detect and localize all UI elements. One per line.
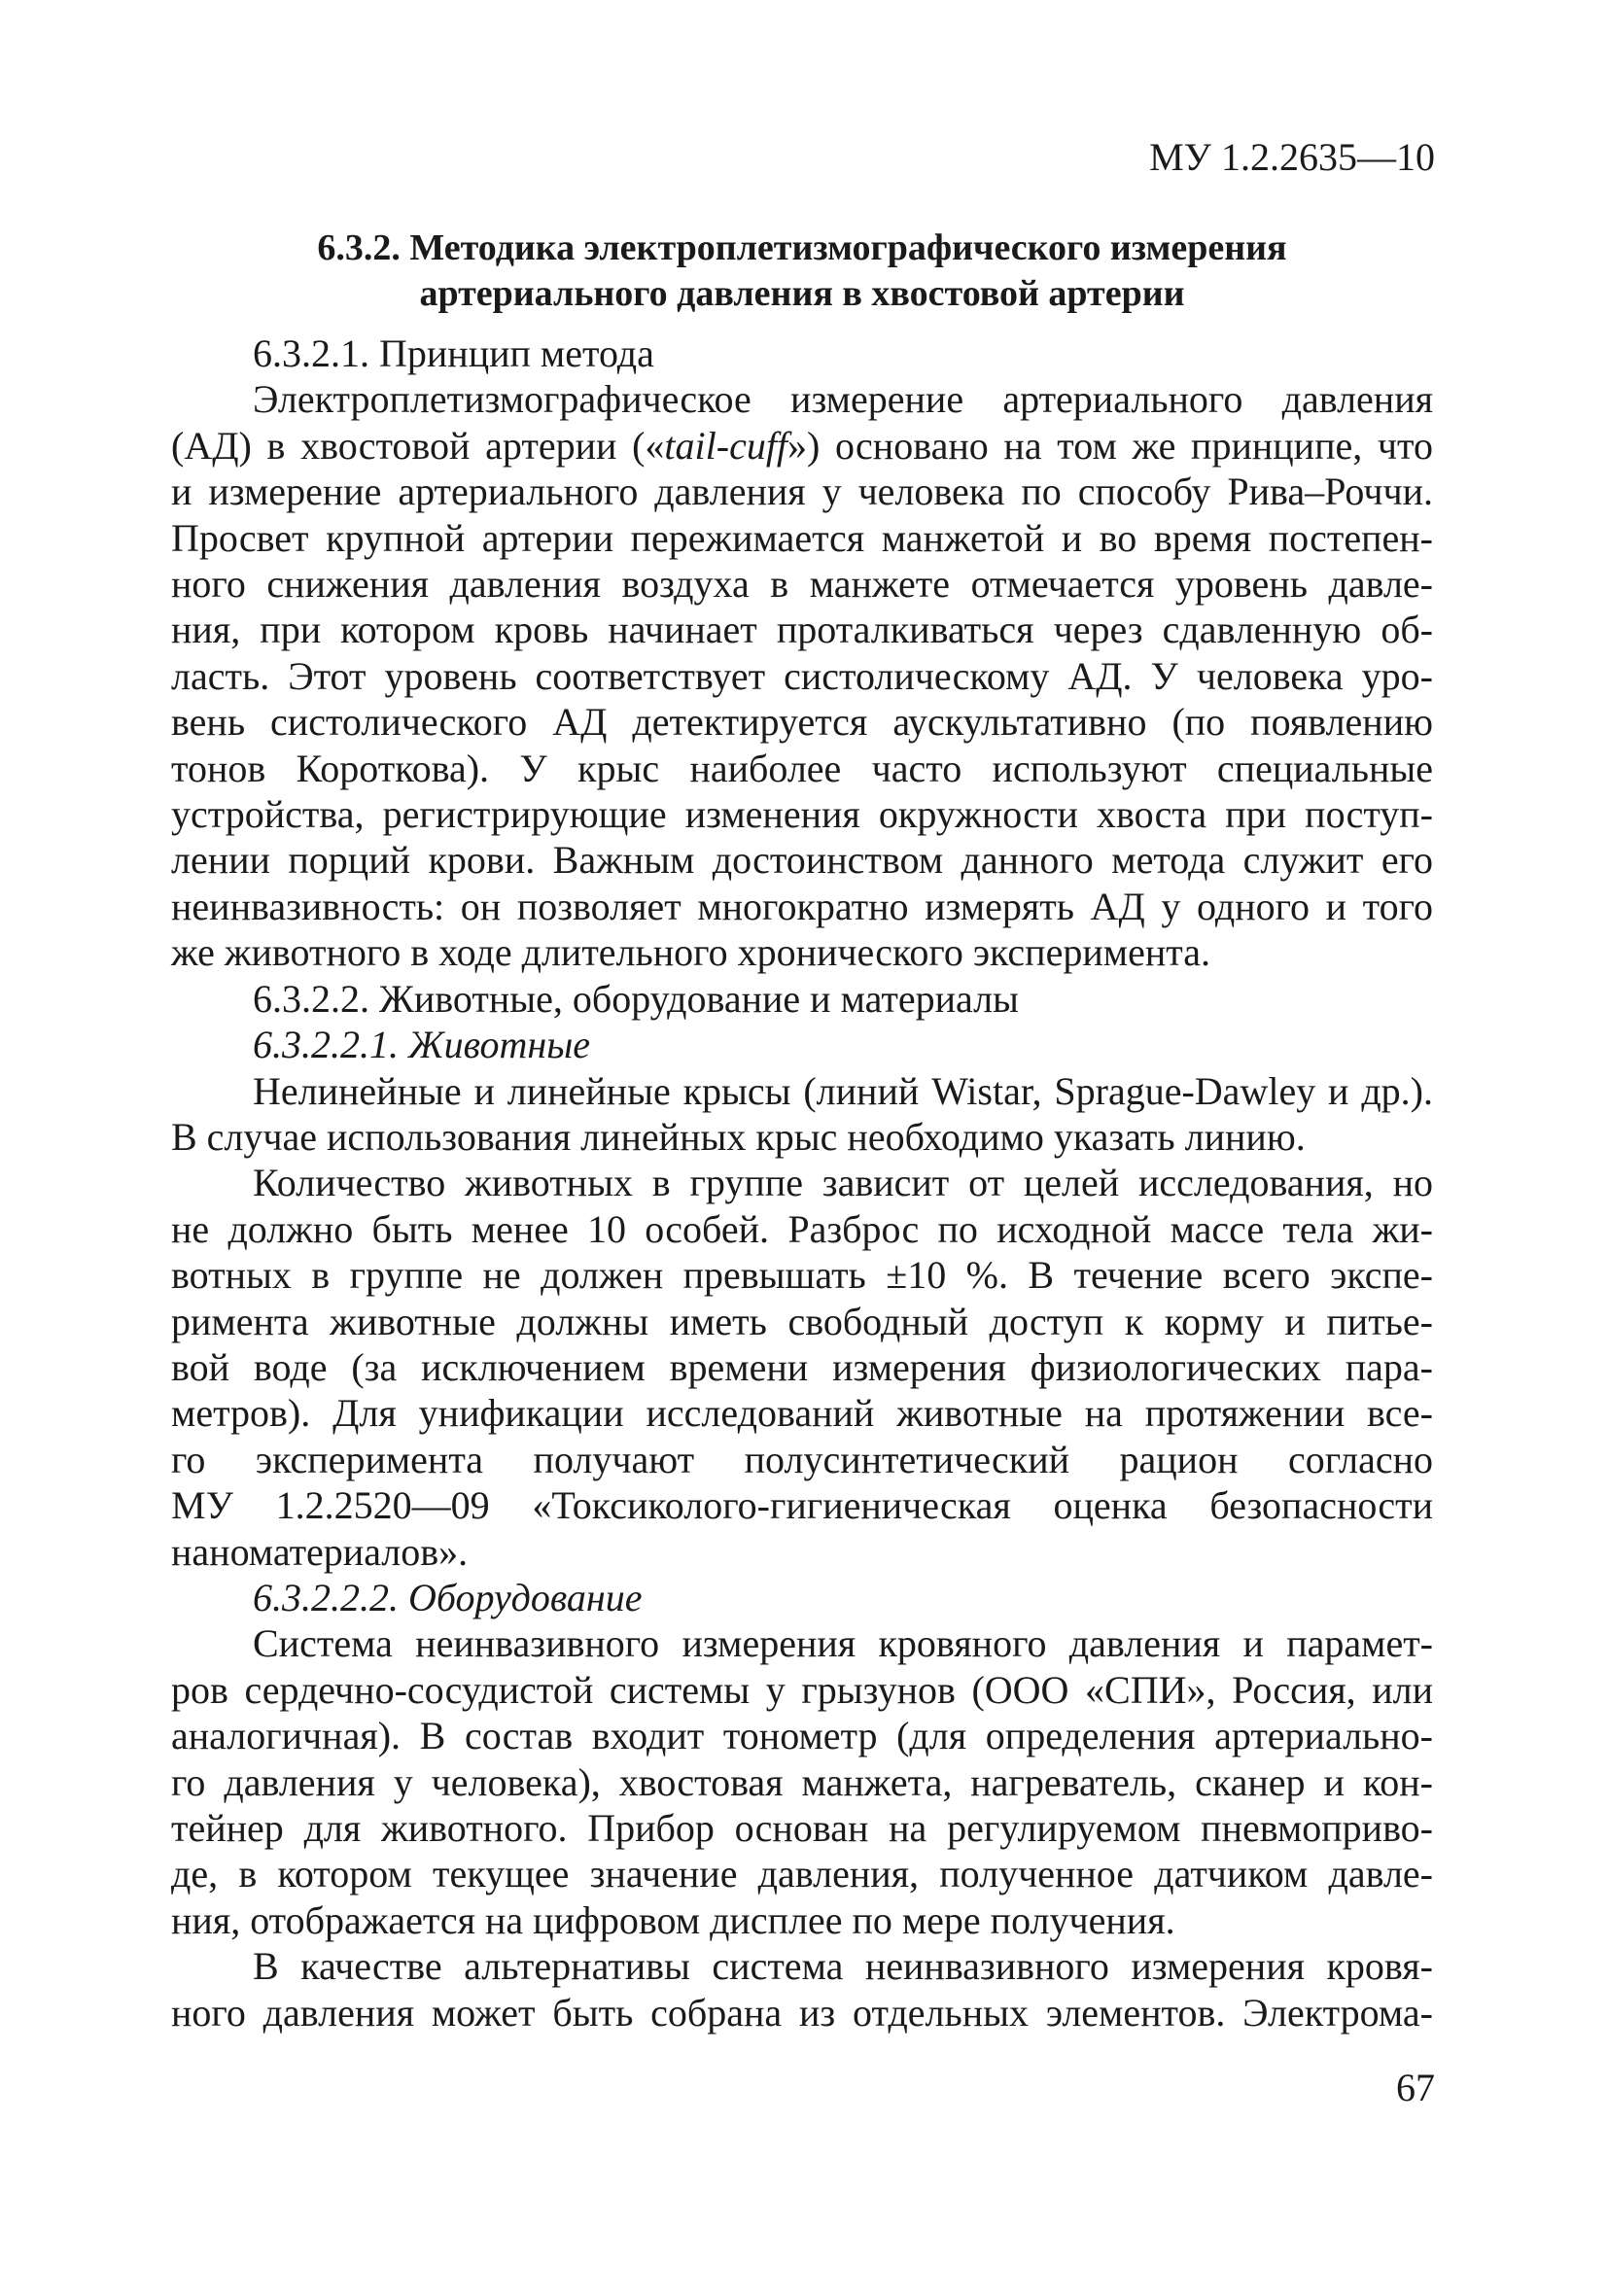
text-line: Просвет крупной артерии пережимается манжетой и во время постепен-: [171, 515, 1433, 560]
section-heading-line-2: артериального давления в хвостовой артерии: [419, 273, 1185, 314]
text-line: В случае использования линейных крыс необходимо указать линию.: [171, 1114, 1306, 1159]
section-heading-line-1: 6.3.2. Методика электроплетизмографического измерения: [317, 227, 1287, 268]
text-line: аналогичная). В состав входит тонометр (для определения артериально-: [171, 1714, 1433, 1758]
latin-term: tail-cuff: [664, 423, 788, 468]
text-line: Система неинвазивного измерения кровяного давления и парамет-: [253, 1621, 1433, 1666]
text-line: го давления у человека), хвостовая манжета, нагреватель, сканер и кон-: [171, 1759, 1433, 1804]
text-line: 6.3.2.1. Принцип метода: [253, 331, 654, 375]
text-line: не должно быть менее 10 особей. Разброс по исходной массе тела жи-: [171, 1206, 1433, 1251]
text-line: 6.3.2.2.1. Животные: [253, 1023, 591, 1067]
text-line: вой воде (за исключением времени измерения физиологических пара-: [171, 1344, 1433, 1389]
text-line: Нелинейные и линейные крысы (линий Wistar, Sprague-Dawley и др.).: [253, 1068, 1433, 1113]
text-line: и измерение артериального давления у человека по способу Рива–Роччи.: [171, 470, 1433, 514]
text-line: В качестве альтернативы система неинвазивного измерения кровя-: [253, 1944, 1433, 1989]
running-header: МУ 1.2.2635—10: [1149, 135, 1435, 179]
text-line: метров). Для унификации исследований животные на протяжении все-: [171, 1391, 1433, 1436]
text-line: ния, отображается на цифровом дисплее по мере получения.: [171, 1897, 1175, 1942]
text-line: неинвазивность: он позволяет многократно измерять АД у одного и того: [171, 884, 1433, 928]
text-line: ласть. Этот уровень соответствует систолическому АД. У человека уро-: [171, 653, 1433, 698]
text-line: де, в котором текущее значение давления, полученное датчиком давле-: [171, 1852, 1433, 1896]
text-line: вень систолического АД детектируется аускультативно (по появлению: [171, 700, 1433, 745]
text-line: тейнер для животного. Прибор основан на регулируемом пневмоприво-: [171, 1806, 1433, 1850]
text-line: Количество животных в группе зависит от целей исследования, но: [253, 1161, 1433, 1205]
text-line: МУ 1.2.2520—09 «Токсиколого-гигиеническая оценка безопасности: [171, 1483, 1433, 1528]
text-line: го эксперимента получают полусинтетический рацион согласно: [171, 1437, 1433, 1481]
text-line: же животного в ходе длительного хронического эксперимента.: [171, 930, 1210, 975]
text-line: ного давления может быть собрана из отдельных элементов. Электрома-: [171, 1990, 1433, 2035]
text-line: наноматериалов».: [171, 1529, 469, 1574]
text-line: тонов Короткова). У крыс наиболее часто используют специальные: [171, 746, 1433, 790]
text-lines: [171, 330, 1433, 2035]
text-line: римента животные должны иметь свободный доступ к корму и питье-: [171, 1299, 1433, 1343]
text-line: ния, при котором кровь начинает проталкиваться через сдавленную об-: [171, 608, 1433, 652]
text-line: (АД) в хвостовой артерии («tail-cuff») основано на том же принципе, что: [171, 423, 1433, 468]
body-text: [171, 226, 1433, 2035]
text-line: лении порций крови. Важным достоинством данного метода служит его: [171, 838, 1433, 883]
text-line: устройства, регистрирующие изменения окружности хвоста при поступ-: [171, 792, 1433, 837]
text-line: ров сердечно-сосудистой системы у грызунов (ООО «СПИ», Россия, или: [171, 1667, 1433, 1712]
page-number: 67: [1396, 2066, 1435, 2109]
section-heading: [171, 226, 1433, 317]
text-line: Электроплетизмографическое измерение артериального давления: [253, 377, 1433, 422]
text-line: вотных в группе не должен превышать ±10 %. В течение всего экспе-: [171, 1253, 1433, 1298]
text-line: ного снижения давления воздуха в манжете отмечается уровень давле-: [171, 562, 1433, 607]
text-line: 6.3.2.2.2. Оборудование: [253, 1575, 643, 1619]
text-line: 6.3.2.2. Животные, оборудование и материалы: [253, 976, 1019, 1021]
